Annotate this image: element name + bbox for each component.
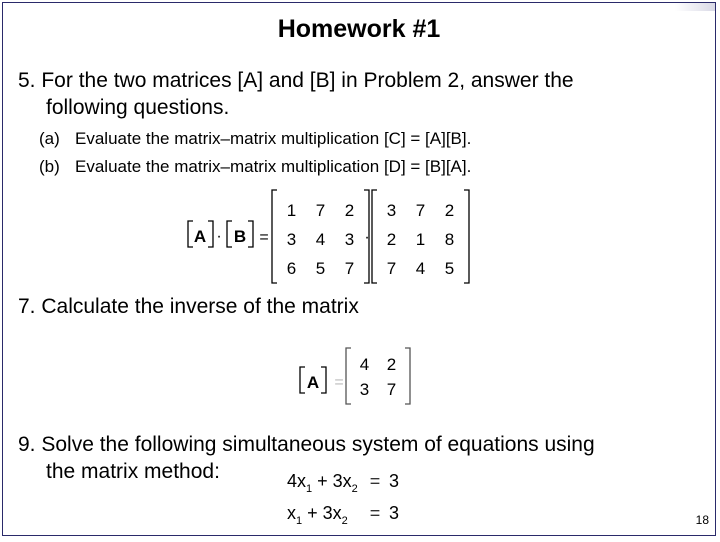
lhs-b-left-bracket — [227, 221, 232, 247]
equation-term: + — [312, 471, 333, 491]
problem-9-line-2: the matrix method: — [46, 460, 220, 483]
part-a-label: (a) — [39, 129, 60, 148]
equation-row — [287, 503, 399, 527]
problem-7 — [18, 293, 359, 320]
matrix-cell: 3 — [359, 380, 370, 399]
lhs-a-left-bracket — [188, 221, 193, 247]
equation-equals: = — [369, 503, 381, 523]
equation-term: x — [287, 503, 296, 523]
matrix-b-left-bracket — [372, 190, 377, 283]
matrix-cell: 8 — [444, 230, 455, 249]
matrix-cell: 4 — [359, 355, 370, 374]
inverse-matrix — [346, 348, 410, 404]
matrix-cell: 3 — [344, 230, 355, 249]
lhs-product — [188, 221, 370, 247]
equation-rhs: 3 — [388, 503, 400, 523]
matrix-cell: 2 — [344, 201, 355, 220]
matrix-cell: 1 — [286, 201, 297, 220]
matrix-cell: 3 — [386, 201, 397, 220]
lhs-dot: · — [216, 228, 222, 245]
matrix-cell: 2 — [386, 355, 397, 374]
inverse-matrix-right-bracket — [405, 348, 410, 404]
matrix-cell: 4 — [315, 230, 326, 249]
matrix-cell: 1 — [415, 230, 426, 249]
problem-5-line-1: For the two matrices [A] and [B] in Problem 2, answer the — [41, 69, 574, 92]
lhs-b-symbol: B — [233, 227, 247, 246]
matrix-dot: · — [364, 229, 370, 246]
equation-term: 2 — [341, 515, 348, 527]
matrix-cell: 4 — [415, 259, 426, 278]
equation-rhs: 3 — [388, 471, 400, 491]
part-a-text: Evaluate the matrix–matrix multiplication [C] = [A][B]. — [75, 129, 472, 148]
matrix-cell: 7 — [315, 201, 326, 220]
lhs-a-right-bracket — [208, 221, 213, 247]
matrix-cell: 6 — [286, 259, 297, 278]
equation-term: 4x — [287, 471, 307, 491]
part-b-text: Evaluate the matrix–matrix multiplication [D] = [B][A]. — [75, 157, 472, 176]
equation-lhs — [287, 503, 348, 527]
matrix-b — [372, 190, 469, 283]
problem-9-number: 9. — [18, 433, 36, 456]
inverse-equation — [300, 367, 344, 393]
matrix-cell: 5 — [444, 259, 455, 278]
equation-term: 3x — [332, 471, 352, 491]
matrix-b-right-bracket — [464, 190, 469, 283]
problem-9 — [18, 431, 595, 485]
matrix-a — [272, 190, 369, 283]
slide-title: Homework #1 — [277, 15, 441, 43]
matrix-cell: 7 — [344, 259, 355, 278]
matrix-cell: 7 — [415, 201, 426, 220]
problem-5-number: 5. — [18, 69, 36, 92]
matrix-cell: 7 — [386, 259, 397, 278]
problem-9-line-1: Solve the following simultaneous system of equations using — [41, 433, 595, 456]
inverse-equals: = — [334, 374, 344, 391]
matrix-a-left-bracket — [272, 190, 277, 283]
equation-term: 2 — [351, 483, 358, 495]
lhs-a-symbol: A — [193, 227, 207, 246]
equation-term: + — [302, 503, 323, 523]
lhs-b-right-bracket — [248, 221, 253, 247]
inverse-lhs-left-bracket — [300, 367, 305, 393]
inverse-lhs-symbol: A — [306, 373, 320, 392]
equation-term: 1 — [296, 515, 303, 527]
inverse-matrix-left-bracket — [346, 348, 351, 404]
problem-5-line-2: following questions. — [46, 96, 230, 119]
matrix-cell: 2 — [386, 230, 397, 249]
slide — [2, 2, 716, 536]
equation-equals: = — [369, 471, 381, 491]
equation-term: 3x — [322, 503, 342, 523]
problem-7-number: 7. — [18, 295, 36, 318]
slide-number: 18 — [695, 513, 709, 527]
matrix-cell: 2 — [444, 201, 455, 220]
problem-7-text: Calculate the inverse of the matrix — [41, 295, 359, 318]
matrix-cell: 5 — [315, 259, 326, 278]
matrix-cell: 7 — [386, 380, 397, 399]
inverse-lhs-right-bracket — [321, 367, 326, 393]
part-b-label: (b) — [39, 157, 60, 176]
lhs-equals: = — [259, 229, 269, 246]
equation-term: 1 — [306, 483, 313, 495]
matrix-cell: 3 — [286, 230, 297, 249]
